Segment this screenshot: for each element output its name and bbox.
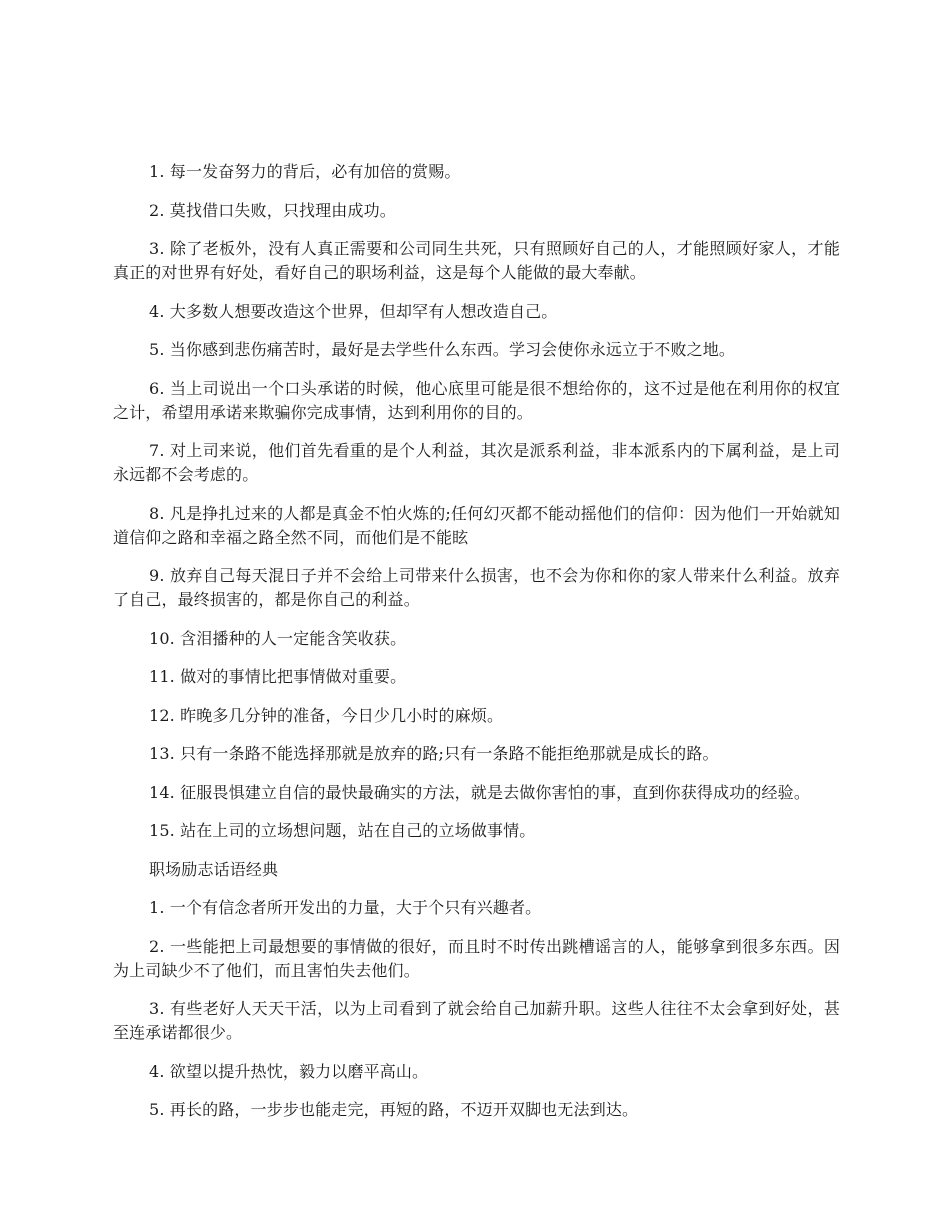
paragraph-2: 2. 莫找借口失败，只找理由成功。 <box>149 200 396 220</box>
paragraph-5: 5. 当你感到悲伤痛苦时，最好是去学些什么东西。学习会使你永远立于不败之地。 <box>149 340 736 359</box>
paragraph-17: 2. 一些能把上司最想要的事情做的很好，而且时不时传出跳槽谣言的人，能够拿到很多东西。因为上司缺少不了他们，而且害怕失去他们。 <box>113 936 840 980</box>
paragraph-11: 11. 做对的事情比把事情做对重要。 <box>149 667 407 686</box>
paragraph-4: 4. 大多数人想要改造这个世界，但却罕有人想改造自己。 <box>149 301 558 321</box>
paragraph-10: 10. 含泪播种的人一定能含笑收获。 <box>149 628 407 648</box>
paragraph-16: 1. 一个有信念者所开发出的力量，大于个只有兴趣者。 <box>149 898 542 917</box>
paragraph-19: 4. 欲望以提升热忱，毅力以磨平高山。 <box>149 1061 429 1081</box>
paragraph-15: 15. 站在上司的立场想问题，站在自己的立场做事情。 <box>149 821 536 840</box>
paragraph-20: 5. 再长的路，一步步也能走完，再短的路，不迈开双脚也无法到达。 <box>149 1100 639 1119</box>
paragraph-6: 6. 当上司说出一个口头承诺的时候，他心底里可能是很不想给你的，这不过是他在利用你的权宜之计，希望用承诺来欺骗你完成事情，达到利用你的目的。 <box>113 378 840 422</box>
paragraph-8: 8. 凡是挣扎过来的人都是真金不怕火炼的;任何幻灭都不能动摇他们的信仰：因为他们一开始就知道信仰之路和幸福之路全然不同，而他们是不能眩 <box>113 503 840 547</box>
paragraph-1: 1. 每一发奋努力的背后，必有加倍的赏赐。 <box>149 162 461 181</box>
document-body <box>113 160 840 1137</box>
paragraph-14: 14. 征服畏惧建立自信的最快最确实的方法，就是去做你害怕的事，直到你获得成功的经验。 <box>149 782 810 802</box>
paragraph-12: 12. 昨晚多几分钟的准备，今日少几小时的麻烦。 <box>149 705 504 725</box>
paragraph-3: 3. 除了老板外，没有人真正需要和公司同生共死，只有照顾好自己的人，才能照顾好家人，才能真正的对世界有好处，看好自己的职场利益，这是每个人能做的最大奉献。 <box>113 239 840 282</box>
section-heading: 职场励志话语经典 <box>149 859 279 879</box>
paragraph-13: 13. 只有一条路不能选择那就是放弃的路;只有一条路不能拒绝那就是成长的路。 <box>149 744 719 763</box>
paragraph-18: 3. 有些老好人天天干活，以为上司看到了就会给自己加薪升职。这些人往往不太会拿到好处，甚至连承诺都很少。 <box>113 999 840 1042</box>
paragraph-7: 7. 对上司来说，他们首先看重的是个人利益，其次是派系利益，非本派系内的下属利益，是上司永远都不会考虑的。 <box>113 441 840 484</box>
paragraph-9: 9. 放弃自己每天混日子并不会给上司带来什么损害，也不会为你和你的家人带来什么利益。放弃了自己，最终损害的，都是你自己的利益。 <box>113 566 840 609</box>
